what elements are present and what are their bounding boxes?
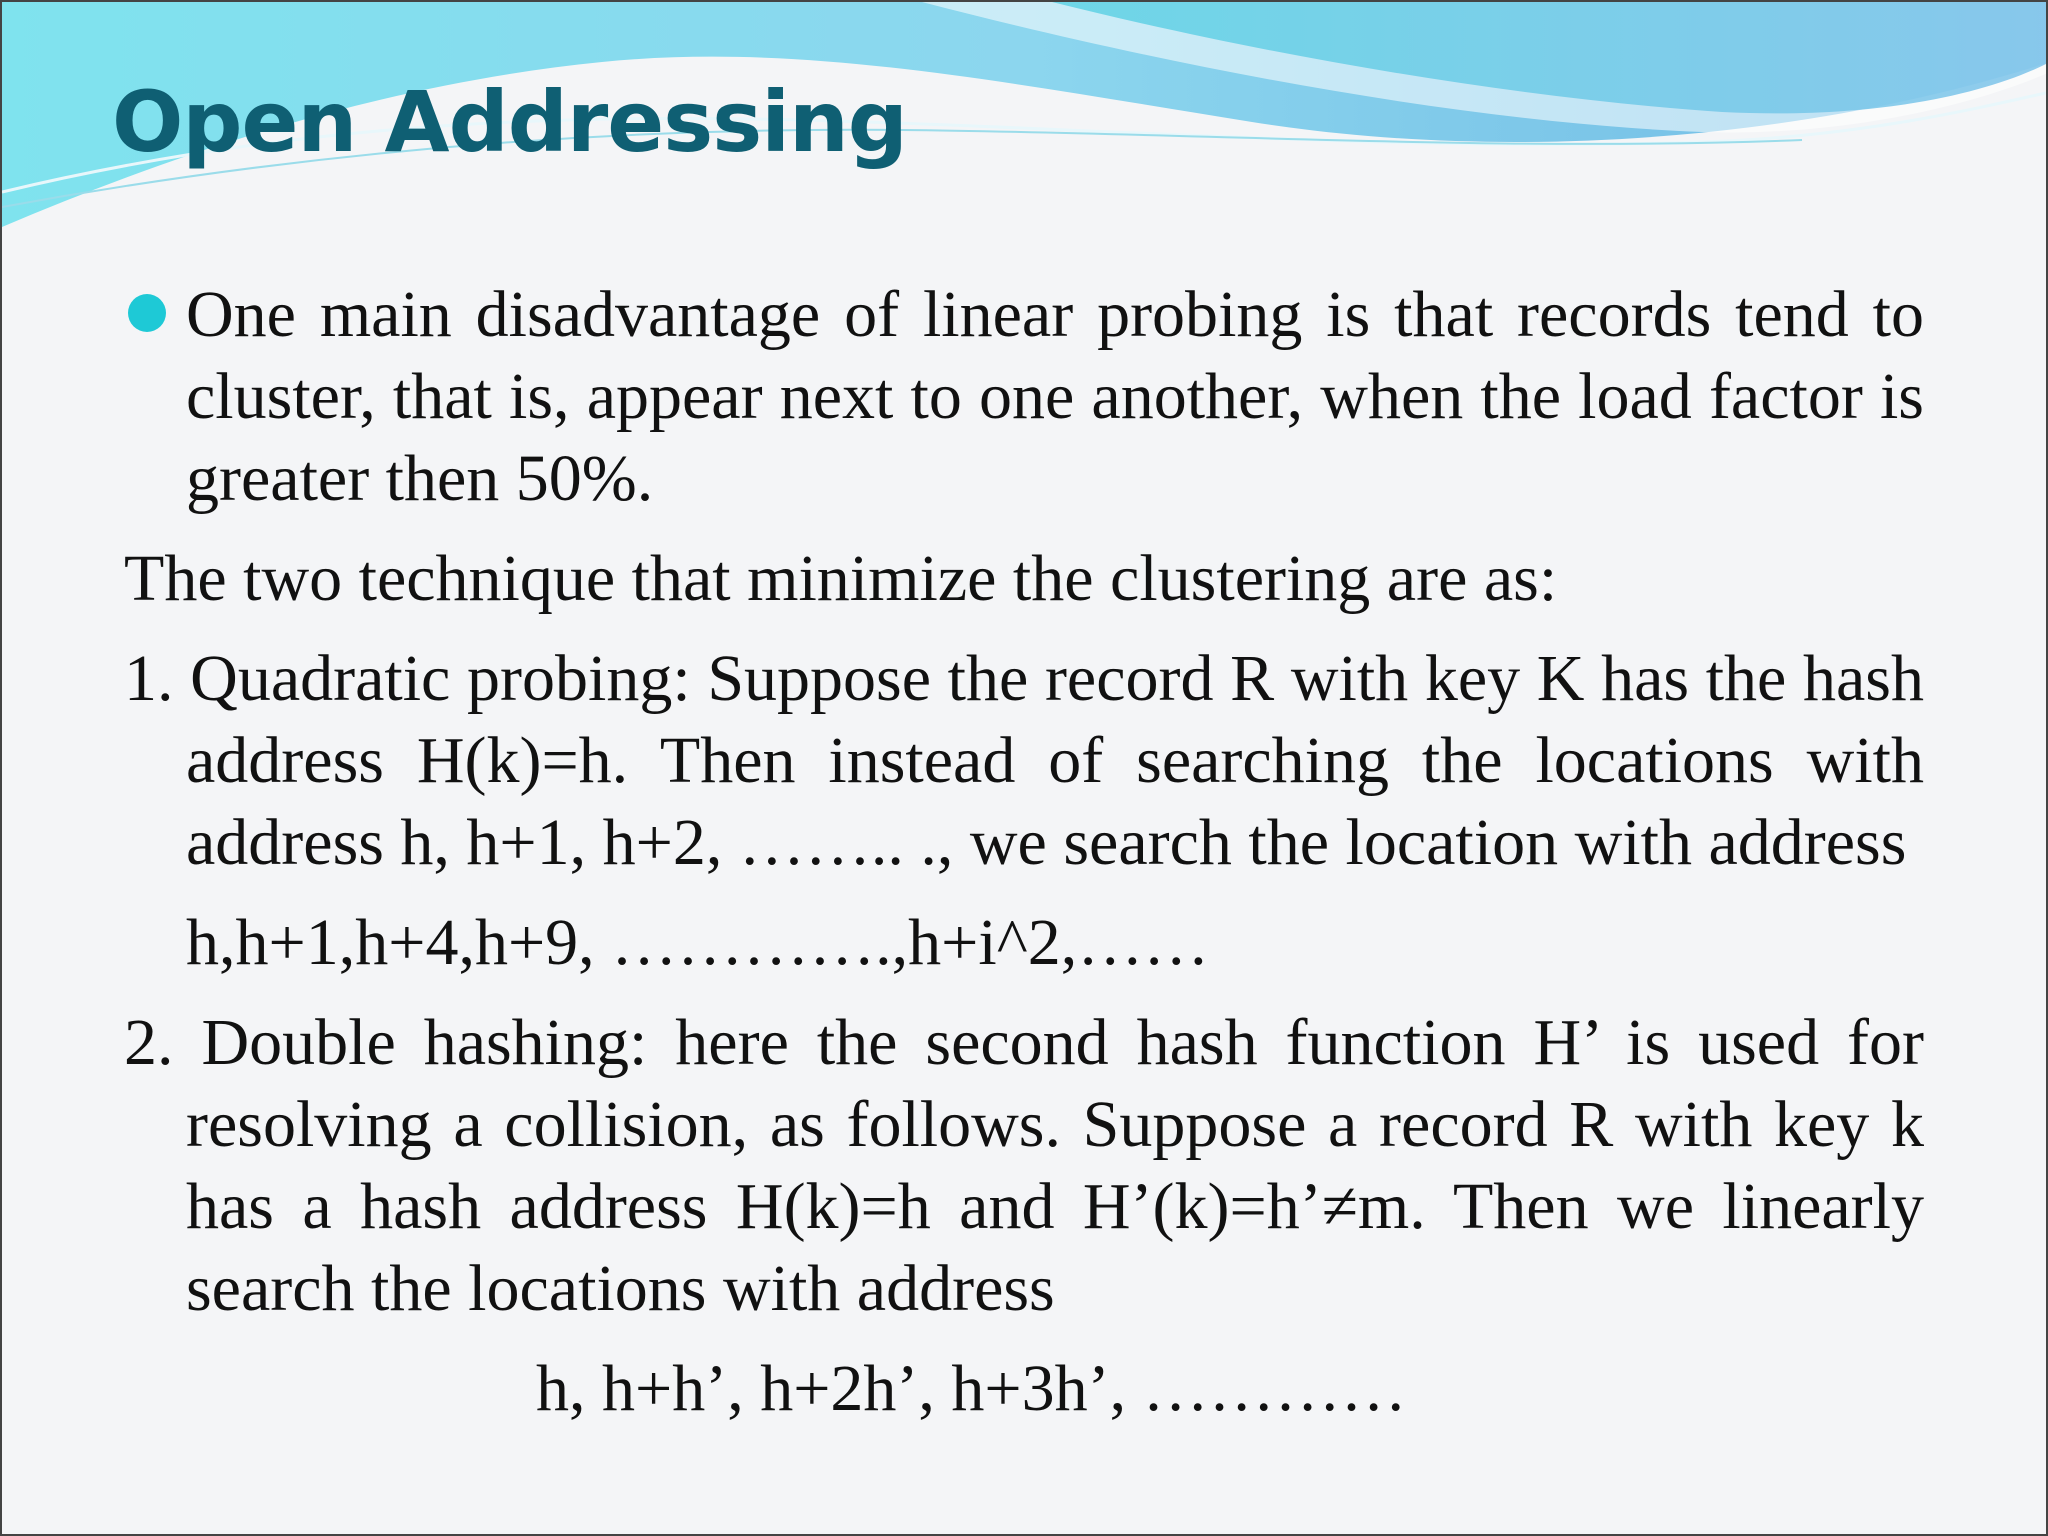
intro-line: The two technique that minimize the clustering are as: [124, 542, 1558, 615]
bullet-paragraph [124, 274, 1924, 520]
slide-title: Open Addressing [112, 73, 907, 171]
slide-body [124, 274, 1924, 1430]
double-hashing-sequence: h, h+h’, h+2h’, h+3h’, ………… [536, 1352, 1407, 1425]
quadratic-probing-paragraph: 1. Quadratic probing: Suppose the record R with key K has the hash address H(k)=h. Then instead of searching the locations with address h, h+1, h+2, …….. ., we search the location with address [124, 642, 1924, 879]
quadratic-sequence: h,h+1,h+4,h+9, ………….,h+i^2,…… [186, 906, 1210, 979]
double-hashing-paragraph: 2. Double hashing: here the second hash function H’ is used for resolving a collision, as follows. Suppose a record R with key k has a hash address H(k)=h and H’(k)=h’≠m. Then we linearly search the locations with address [124, 1006, 1924, 1325]
bullet-text: One main disadvantage of linear probing is that records tend to cluster, that is, appear next to one another, when the load factor is greater then 50%. [186, 278, 1924, 515]
bullet-dot-icon [128, 294, 166, 332]
